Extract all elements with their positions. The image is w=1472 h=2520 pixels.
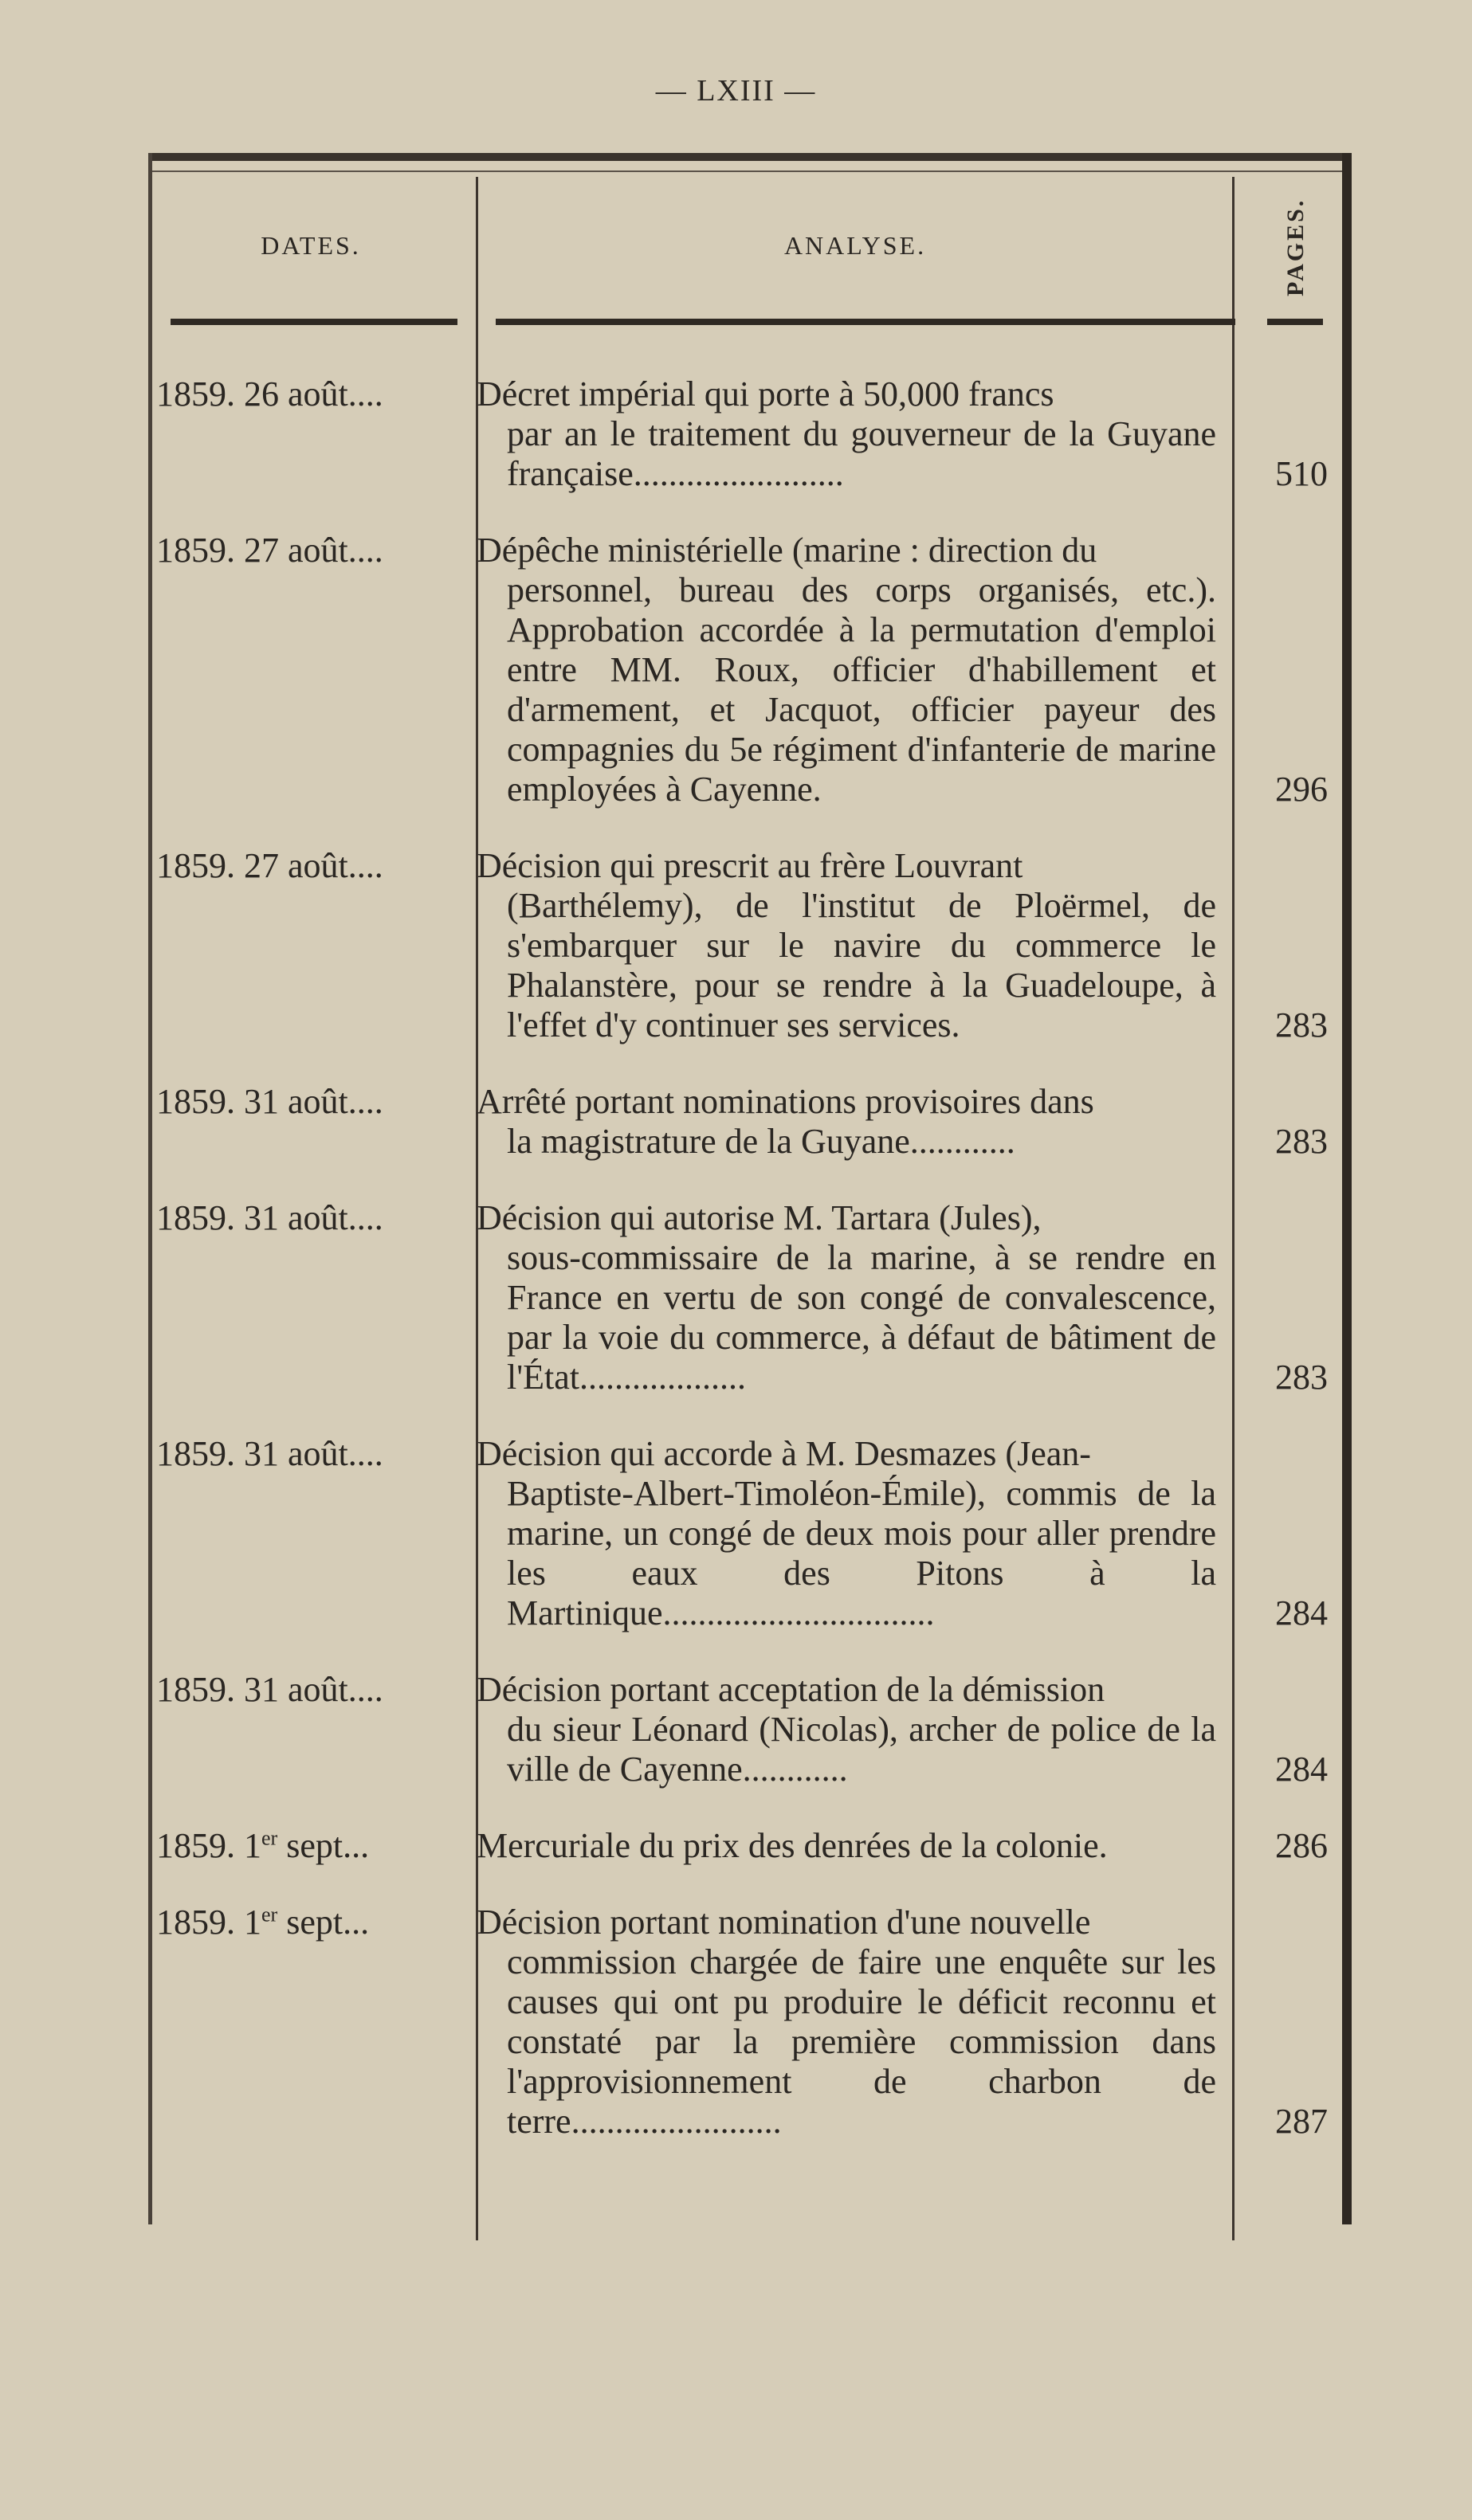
entry-analysis bbox=[470, 1826, 1224, 1866]
entry-analysis-first-line: Dépêche ministérielle (marine : direction du bbox=[477, 531, 1097, 570]
entry-analysis-rest: commission chargée de faire une enquête sur les causes qui ont pu produire le déficit reconnu et constaté par la première commission dans l'approvisionnement de charbon de terre........................ bbox=[507, 1942, 1216, 2141]
entry-date-ordinal: er bbox=[261, 1903, 278, 1926]
entry-date bbox=[151, 1826, 470, 1866]
entry-date: 1859. 31 août.... bbox=[156, 1198, 383, 1237]
entry-date-tail: sept... bbox=[277, 1826, 370, 1865]
entry-date-ordinal: er bbox=[261, 1826, 278, 1850]
table-row bbox=[151, 1826, 1347, 1866]
entry-date: 1859. 27 août.... bbox=[156, 531, 383, 570]
entry-page: 286 bbox=[1275, 1826, 1328, 1865]
entry-analysis bbox=[470, 1198, 1224, 1397]
page-number: — LXIII — bbox=[655, 74, 817, 108]
entry-analysis-rest: du sieur Léonard (Nicolas), archer de police de la ville de Cayenne............ bbox=[507, 1710, 1216, 1789]
entry-analysis-first-line: Mercuriale du prix des denrées de la colonie. bbox=[477, 1826, 1108, 1865]
entry-page: 510 bbox=[1275, 454, 1328, 493]
entry-analysis-rest: par an le traitement du gouverneur de la Guyane française........................ bbox=[507, 414, 1216, 493]
entry-date-main: 1859. 1 bbox=[156, 1903, 261, 1942]
table-row bbox=[151, 1903, 1347, 2142]
entry-analysis-first-line: Décision qui autorise M. Tartara (Jules), bbox=[477, 1198, 1042, 1237]
table-row bbox=[151, 1198, 1347, 1397]
header-rule-pages bbox=[1267, 319, 1323, 325]
entry-date bbox=[151, 1903, 470, 2142]
header-rule-analyse bbox=[496, 319, 1235, 325]
entry-date: 1859. 31 août.... bbox=[156, 1434, 383, 1473]
entry-date: 1859. 27 août.... bbox=[156, 846, 383, 885]
table-row bbox=[151, 1670, 1347, 1789]
entry-analysis-first-line: Décret impérial qui porte à 50,000 francs bbox=[477, 374, 1054, 413]
entry-analysis-rest: la magistrature de la Guyane............ bbox=[507, 1122, 1015, 1161]
entry-analysis-rest: personnel, bureau des corps organisés, etc.). Approbation accordée à la permutation d'emploi entre MM. Roux, officier d'habillement et d'armement, et Jacquot, officier payeur des compagnies du 5e régiment d'infanterie de marine employées à Cayenne. bbox=[507, 570, 1216, 809]
entry-page: 283 bbox=[1275, 1122, 1328, 1161]
entry-page: 284 bbox=[1275, 1593, 1328, 1632]
entry-analysis-first-line: Décision portant nomination d'une nouvelle bbox=[477, 1903, 1091, 1942]
table-top-inner-border bbox=[150, 170, 1350, 172]
entry-analysis bbox=[470, 531, 1224, 809]
entry-analysis bbox=[470, 1903, 1224, 2142]
entry-analysis-rest: sous-commissaire de la marine, à se rendre en France en vertu de son congé de convalescence, par la voie du commerce, à défaut de bâtiment de l'État................... bbox=[507, 1238, 1216, 1397]
header-dates: DATES. bbox=[261, 231, 361, 260]
entry-date: 1859. 26 août.... bbox=[156, 374, 383, 413]
header-analyse: ANALYSE. bbox=[783, 231, 927, 260]
entry-analysis-rest: Baptiste-Albert-Timoléon-Émile), commis de la marine, un congé de deux mois pour aller prendre les eaux des Pitons à la Martinique............................... bbox=[507, 1474, 1216, 1632]
entry-page: 296 bbox=[1275, 770, 1328, 809]
entry-page: 283 bbox=[1275, 1005, 1328, 1044]
entry-analysis bbox=[470, 1670, 1224, 1789]
entry-analysis bbox=[470, 374, 1224, 494]
entry-analysis-first-line: Décision qui prescrit au frère Louvrant bbox=[477, 846, 1023, 885]
header-pages: PAGES. bbox=[1282, 198, 1309, 296]
entry-analysis bbox=[470, 846, 1224, 1045]
table-row bbox=[151, 531, 1347, 809]
entry-date-main: 1859. 1 bbox=[156, 1826, 261, 1865]
table-top-border bbox=[150, 153, 1350, 161]
entry-date-tail: sept... bbox=[277, 1903, 370, 1942]
entries-list bbox=[151, 374, 1347, 2178]
header-rule-dates bbox=[171, 319, 457, 325]
entry-page: 284 bbox=[1275, 1750, 1328, 1789]
entry-date: 1859. 31 août.... bbox=[156, 1082, 383, 1121]
entry-page: 283 bbox=[1275, 1358, 1328, 1397]
entry-date: 1859. 31 août.... bbox=[156, 1670, 383, 1709]
entry-analysis-first-line: Décision qui accorde à M. Desmazes (Jean- bbox=[477, 1434, 1091, 1473]
table-row bbox=[151, 1082, 1347, 1162]
table-row bbox=[151, 1434, 1347, 1633]
entry-analysis bbox=[470, 1082, 1224, 1162]
entry-page: 287 bbox=[1275, 2102, 1328, 2141]
entry-analysis bbox=[470, 1434, 1224, 1633]
entry-analysis-rest: (Barthélemy), de l'institut de Ploërmel, de s'embarquer sur le navire du commerce le Phalanstère, pour se rendre à la Guadeloupe, à l'effet d'y continuer ses services. bbox=[507, 886, 1216, 1044]
entry-analysis-first-line: Décision portant acceptation de la démission bbox=[477, 1670, 1105, 1709]
table-row bbox=[151, 846, 1347, 1045]
table-row bbox=[151, 374, 1347, 494]
entry-analysis-first-line: Arrêté portant nominations provisoires dans bbox=[477, 1082, 1094, 1121]
